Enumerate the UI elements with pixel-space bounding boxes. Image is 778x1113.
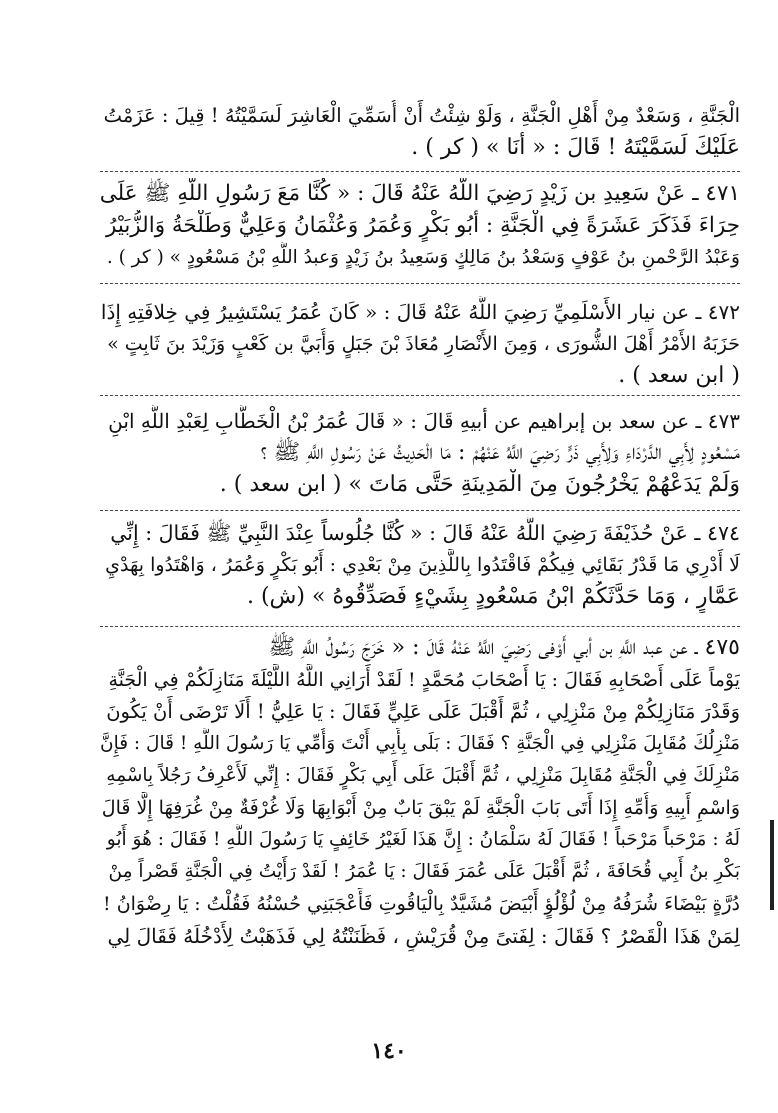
text-line: لِمَنْ هَذَا الْقَصْرُ ؟ فَقَالَ : لِفَتىً مِنْ قُرَيْشٍ ، فَظَنَنْتُهُ لِي فَذَهَبْتُ لِأَدْخُلَهُ فَقَالَ لِي <box>107 924 740 948</box>
section-divider <box>100 283 740 284</box>
text-line: وَاسْمِ أَبِيهِ وَأُمِّهِ إِذَا أَتَى بَابَ الْجَنَّةِ لَمْ يَبْقَ بَابٌ مِنْ أَبْوَابِهَا وَلَا غُرْفَةٌ مِنْ غُرَفِهَا إِلَّا قَالَ <box>101 797 740 819</box>
text-line: لَا أَدْرِي مَا قَدْرُ بَقَائِي فِيكُمْ فَاقْتَدُوا بِاللَّذِينَ مِنْ بَعْدِي : أَبُو بَكْرٍ وَعُمَرُ ، وَاهْتَدُوا بِهَدْيِ <box>105 554 740 576</box>
text-line: عَمَّارٍ ، وَمَا حَدَّثَكُمْ ابْنُ مَسْعُودٍ بِشَيْءٍ فَصَدِّقُوهُ » (ش) . <box>246 584 740 609</box>
text-line: الْجَنَّةِ ، وَسَعْدٌ مِنْ أَهْلِ الْجَنَّةِ ، وَلَوْ شِئْتُ أَنْ أُسَمِّيَ الْعَاشِرَ لَسَمَّيْتُهُ ! قِيلَ : عَزَمْتُ <box>103 104 740 127</box>
section-divider <box>100 395 740 396</box>
section-divider <box>100 510 740 511</box>
paragraph-continuation <box>100 100 740 164</box>
hadith-475 <box>100 632 740 952</box>
text-line: عَلَيْكَ لَسَمَّيْتَهُ ! قَالَ : « أَنَا » ( كر ) . <box>411 135 740 160</box>
scan-edge-mark <box>770 820 774 910</box>
text-line: مَنْزِلَكَ فِي الْجَنَّةِ مُقَابِلَ مَنْزِلِي ، ثُمَّ أَقْبَلَ عَلَى أَبِي بَكْرٍ فَقَالَ : إِنِّي لَأَعْرِفُ رَجُلاً بِاسْمِهِ <box>106 765 740 786</box>
text-line: ٤٧١ ـ عَنْ سَعِيدِ بن زَيْدٍ رَضِيَ اللَّهُ عَنْهُ قَالَ : « كُنَّا مَعَ رَسُولِ اللَّهِ ﷺ عَلَى <box>100 181 740 206</box>
hadith-472 <box>100 296 740 392</box>
text-line: مَسْعُودٍ لِأَبِي الدَّرْدَاءِ وَلِأَبِي ذَرٍّ رَضِيَ اللَّهُ عَنْهُمْ : مَا الْحَدِيثُ عَنْ رَسُولِ اللَّهِ ﷺ ؟ <box>260 440 740 465</box>
text-line: حَزَبَهُ الأَمْرُ أَهْلَ الشُّورَى ، وَمِنَ الأَنْصَارِ مُعَاذَ بْنَ جَبَلٍ وَأُبَيَّ بن كَعْبٍ وَزَيْدَ بنَ ثَابِتٍ » <box>107 333 740 355</box>
text-line: وَلَمْ يَدَعْهُمْ يَخْرُجُونَ مِنَ الْمَدِينَةِ حَتَّى مَاتَ » ( ابن سعد ) . <box>219 472 740 497</box>
hadith-471 <box>100 178 740 274</box>
text-line: ٤٧٤ ـ عَنْ حُذَيْفَةَ رَضِيَ اللَّهُ عَنْهُ قَالَ : « كُنَّا جُلُوساً عِنْدَ النَّبِيِّ ﷺ فَقَالَ : إِنِّي <box>110 521 740 545</box>
section-divider <box>100 171 740 172</box>
text-line: لَهُ : مَرْحَباً مَرْحَباً ! فَقَالَ لَهُ سَلْمَانُ : إِنَّ هَذَا لَغَيْرُ خَائِفٍ يَا رَسُولَ اللَّهِ ! فَقَالَ : هُوَ أَبُو <box>106 829 740 850</box>
text-line: وَعَبْدُ الرَّحْمنِ بنُ عَوْفٍ وَسَعْدُ بنُ مَالِكٍ وَسَعِيدُ بنُ زَيْدٍ وَعبدُ اللَّهِ بْنُ مَسْعُودٍ » ( كر ) . <box>106 247 740 268</box>
text-line: ٤٧٣ ـ عن سعد بن إبراهيم عن أبيهِ قَالَ : « قَالَ عُمَرُ بْنُ الْخَطَّابِ لِعَبْدِ اللَّهِ ابْنِ <box>108 409 740 433</box>
text-line: ٤٧٢ ـ عن نيار الأَسْلَمِيِّ رَضِيَ اللَّهُ عَنْهُ قَالَ : « كَانَ عُمَرُ يَسْتَشِيرُ فِي خِلافَتِهِ إِذَا <box>100 300 740 324</box>
text-line: بَكْرِ بنُ أَبِي قُحَافَةَ ، ثُمَّ أَقْبَلَ عَلَى عُمَرَ فَقَالَ : يَا عُمَرُ ! لَقَدْ رَأَيْتُ فِي الْجَنَّةِ قَصْراً مِنْ <box>108 861 740 882</box>
text-line: حِرَاءَ فَذَكَرَ عَشَرَةً فِي الْجَنَّةِ : أَبُو بَكْرٍ وَعُمَرُ وَعُثْمَانُ وَعَلِيٌّ وَطَلْحَةُ وَالزُّبَيْرُ <box>105 213 740 238</box>
text-line: يَوْماً عَلَى أَصْحَابِهِ فَقَالَ : يَا أَصْحَابَ مُحَمَّدٍ ! لَقَدْ أَرَانِي اللَّهُ اللَّيْلَةَ مَنَازِلَكُمْ فِي الْجَنَّةِ <box>108 669 740 691</box>
text-line: ( ابن سعد ) . <box>618 363 740 388</box>
section-divider <box>100 626 740 627</box>
page-number: ١٤٠ <box>371 1038 407 1064</box>
hadith-473 <box>100 405 740 501</box>
hadith-474 <box>100 517 740 613</box>
text-line: مَنْزِلُكَ مُقَابِلَ مَنْزِلِي فِي الْجَنَّةِ ؟ فَقَالَ : بَلَى بِأَبِي أَنْتَ وَأُمِّي يَا رَسُولَ اللَّهِ ! قَالَ : فَإِنَّ <box>100 733 740 754</box>
text-line: دُرَّةٍ بَيْضَاءَ شُرَفُهُ مِنْ لُؤْلُؤٍ أَبْيَضَ مُشَيَّدٌ بِالْيَاقُوتِ فَأَعْجَبَنِي حُسْنُهُ فَقُلْتُ : يَا رِضْوَانُ ! <box>103 893 740 915</box>
text-line: ٤٧٥ ـ عن عبد اللَّهِ بن أبي أَوْفى رَضِيَ اللَّهُ عَنْهُ قَالَ : « خَرَجَ رَسُولُ اللَّهِ ﷺ <box>268 635 740 660</box>
text-line: وَقَدْرَ مَنَازِلِكُمْ مِنْ مَنْزِلِي ، ثُمَّ أَقْبَلَ عَلَى عَلِيٍّ فَقَالَ : يَا عَلِيُّ ! أَلَا تَرْضَى أَنْ يَكُونَ <box>106 700 740 723</box>
